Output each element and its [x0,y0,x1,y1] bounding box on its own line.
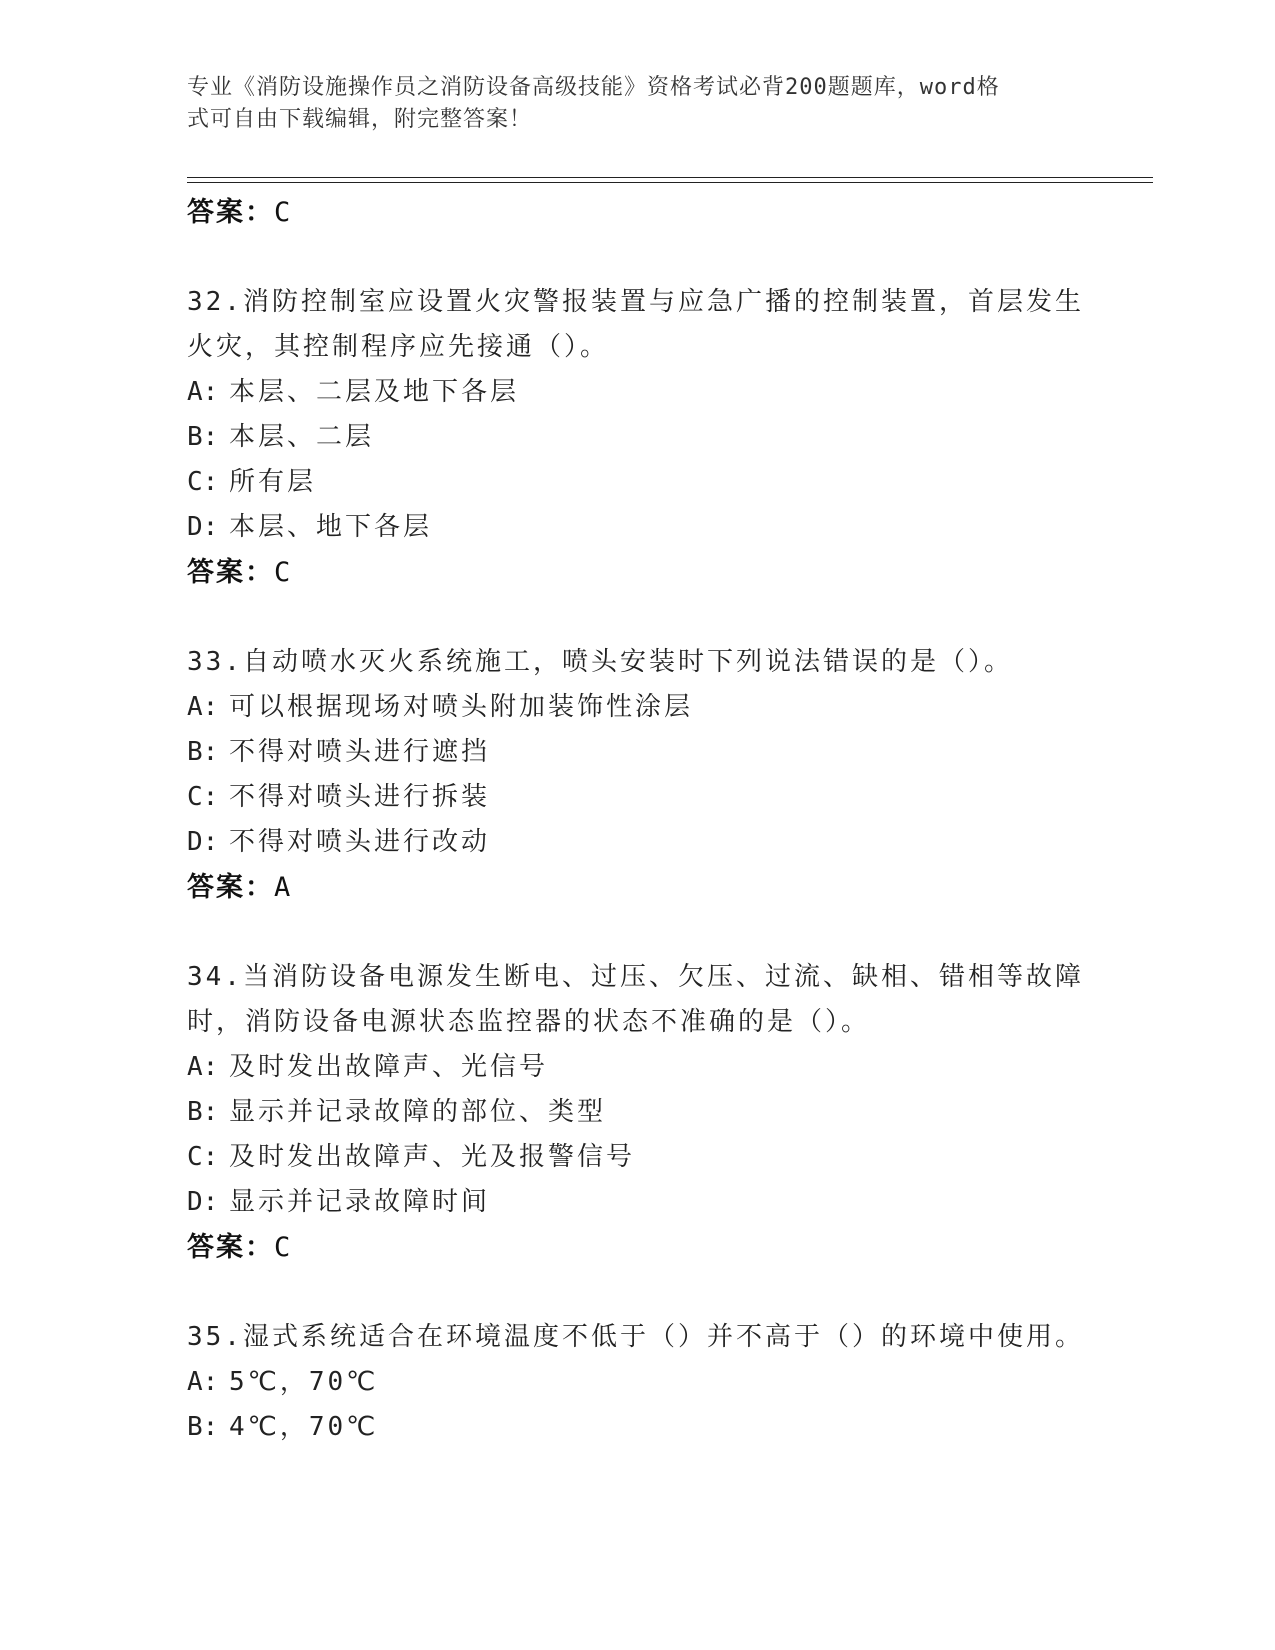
spacer [187,596,1087,640]
option-a [187,1045,1087,1090]
option-key: C: [187,1142,219,1172]
answer-value: C [274,197,291,228]
option-key: B: [187,1412,219,1442]
option-text: 不得对喷头进行遮挡 [229,737,491,767]
option-text: 显示并记录故障时间 [229,1187,491,1217]
option-c [187,1135,1087,1180]
option-text: 本层、二层及地下各层 [229,377,520,407]
answer-line [187,550,1087,596]
answer-value: C [274,1232,291,1263]
option-d [187,1180,1087,1225]
answer-label: 答案： [187,197,274,228]
option-d [187,820,1087,865]
option-text: 可以根据现场对喷头附加装饰性涂层 [229,692,694,722]
answer-line [187,865,1087,911]
option-text: 本层、地下各层 [229,512,433,542]
option-b [187,1405,1087,1450]
option-key: C: [187,467,219,497]
option-text: 不得对喷头进行改动 [229,827,491,857]
header-line-2: 式可自由下载编辑，附完整答案！ [187,107,533,132]
header-divider-bottom [187,182,1153,183]
answer-value: C [274,557,291,588]
option-key: C: [187,782,219,812]
question-block-34 [187,955,1087,1271]
option-key: A: [187,377,219,407]
option-text: 所有层 [229,467,317,497]
document-header [187,72,1077,136]
question-block-32 [187,280,1087,596]
answer-label: 答案： [187,557,274,588]
option-key: B: [187,737,219,767]
option-d [187,505,1087,550]
option-key: D: [187,512,219,542]
option-text: 4℃，70℃ [229,1412,379,1442]
spacer [187,911,1087,955]
question-stem: 32.消防控制室应设置火灾警报装置与应急广播的控制装置，首层发生火灾，其控制程序应先接通（）。 [187,287,1084,362]
option-key: A: [187,1052,219,1082]
option-c [187,775,1087,820]
option-key: B: [187,422,219,452]
question-stem: 35.湿式系统适合在环境温度不低于（）并不高于（）的环境中使用。 [187,1322,1084,1352]
answer-label: 答案： [187,872,274,903]
option-text: 5℃，70℃ [229,1367,379,1397]
option-c [187,460,1087,505]
option-b [187,1090,1087,1135]
option-text: 及时发出故障声、光及报警信号 [229,1142,636,1172]
question-list [187,190,1087,1450]
option-text: 不得对喷头进行拆装 [229,782,491,812]
answer-label: 答案： [187,1232,274,1263]
spacer [187,236,1087,280]
option-b [187,730,1087,775]
option-key: B: [187,1097,219,1127]
header-divider-top [187,177,1153,178]
option-key: A: [187,1367,219,1397]
answer-value: A [274,872,291,903]
option-a [187,1360,1087,1405]
answer-line [187,190,1087,236]
question-block-35 [187,1315,1087,1450]
answer-line [187,1225,1087,1271]
spacer [187,1271,1087,1315]
option-text: 显示并记录故障的部位、类型 [229,1097,607,1127]
option-a [187,370,1087,415]
option-text: 及时发出故障声、光信号 [229,1052,549,1082]
option-text: 本层、二层 [229,422,375,452]
option-key: D: [187,827,219,857]
question-stem: 34.当消防设备电源发生断电、过压、欠压、过流、缺相、错相等故障时，消防设备电源状态监控器的状态不准确的是（）。 [187,962,1084,1037]
option-key: A: [187,692,219,722]
header-line-1: 专业《消防设施操作员之消防设备高级技能》资格考试必背200题题库，word格 [187,75,1000,100]
option-key: D: [187,1187,219,1217]
option-a [187,685,1087,730]
question-block-33 [187,640,1087,911]
option-b [187,415,1087,460]
question-stem: 33.自动喷水灭火系统施工，喷头安装时下列说法错误的是（）。 [187,647,1013,677]
